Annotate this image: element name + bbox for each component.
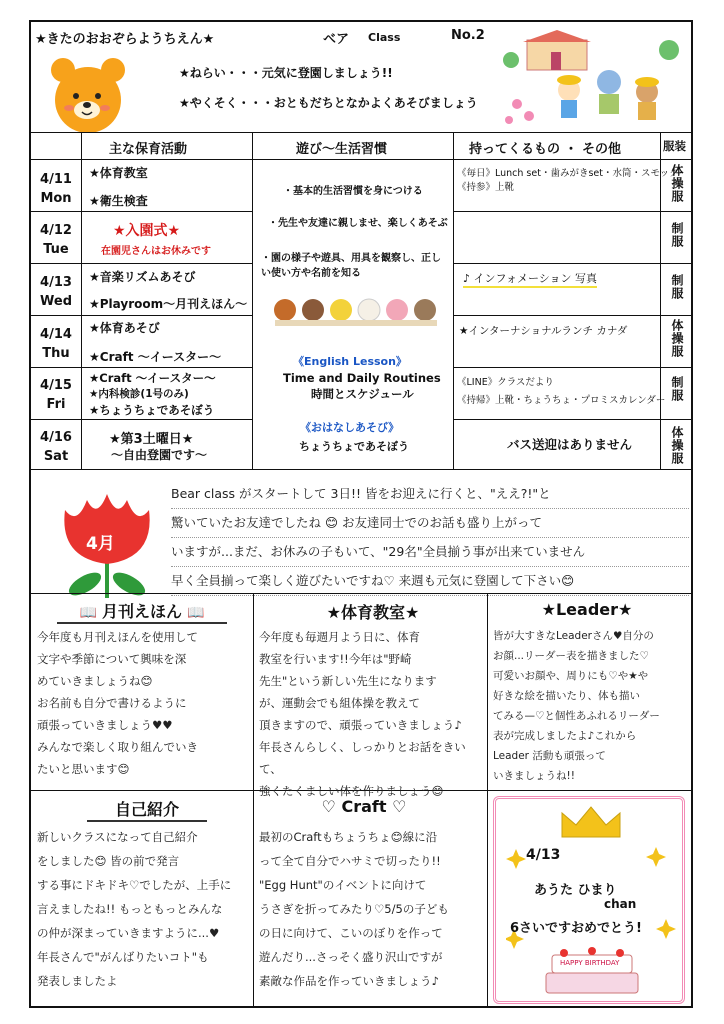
- row-sep-4b: [453, 367, 691, 368]
- header-items: 持ってくるもの ・ その他: [469, 142, 622, 157]
- section-divider-v: [253, 593, 254, 1008]
- row-clothes: 体操服: [670, 426, 684, 465]
- row-activity: ★Playroom～月刊えほん～: [89, 297, 248, 311]
- table-bottom-border: [31, 469, 691, 470]
- birthday-chan: chan: [604, 897, 637, 911]
- story-play-line: ちょうちょであそぼう: [299, 440, 409, 453]
- book-icon: 📖: [79, 605, 97, 621]
- row-clothes: 制服: [670, 274, 684, 300]
- story-play-title: 《おはなしあそび》: [300, 421, 400, 434]
- row-activity: ★Craft ～イースター～: [89, 371, 216, 385]
- craft-title: Craft: [341, 797, 387, 816]
- section-divider: [31, 593, 691, 594]
- animal-friends-illustration: [271, 294, 443, 330]
- aim-text: ★ねらい・・・元気に登園しましょう!!: [179, 66, 393, 80]
- month-badge: 4月: [86, 534, 115, 554]
- row-sep-3: [31, 315, 252, 316]
- birthday-cake-illustration: [542, 945, 642, 997]
- header-clothes: 服装: [663, 139, 686, 153]
- row-activity: ★体育あそび: [89, 321, 160, 335]
- taiiku-title: ★体育教室★: [326, 603, 420, 622]
- jiko-title: 自己紹介: [87, 797, 207, 822]
- table-top-border: [31, 132, 691, 133]
- table-header-border: [31, 159, 691, 160]
- row-activity: ★入園式★: [113, 223, 181, 239]
- row-activity: ★体育教室: [89, 166, 148, 180]
- heart-icon: ♡: [321, 797, 336, 816]
- row-sep-3b: [453, 315, 691, 316]
- class-label: Class: [368, 31, 401, 44]
- birthday-card: [493, 796, 685, 1004]
- row-activity: ★第3土曜日★: [109, 432, 194, 447]
- heart-icon: ♡: [392, 797, 407, 816]
- header-play: 遊び～生活習慣: [296, 142, 388, 157]
- row-sep-5b: [453, 419, 691, 420]
- cake-text: HAPPY BIRTHDAY: [560, 959, 620, 967]
- row-activity: ～自由登園です～: [111, 448, 208, 462]
- row-sep-1b: [453, 211, 691, 212]
- craft-text: 最初のCraftもちょうちょ😊線に沿 って全て自分でハサミで切ったり!! "Egg Hunt"のイベントに向けて うさぎを折ってみたり♡5/5の子ども の日に向けて、こいのぼりを作って 遊んだり...さっそく盛り沢山ですが 素敵な作品を作っていきましょう♪: [259, 830, 449, 988]
- class-name: ベア: [323, 32, 350, 47]
- leader-title: ★Leader★: [541, 600, 633, 619]
- row-activity: 在園児さんはお休みです: [101, 246, 211, 257]
- row-items: 《毎日》Lunch set・歯みがきset・水筒・スモック: [457, 168, 679, 179]
- row-date: 4/15 Fri: [40, 378, 72, 412]
- row-date: 4/12 Tue: [40, 223, 72, 257]
- birthday-message: 6さいですおめでとう!: [510, 921, 642, 936]
- ehon-text: 今年度も月刊えほんを使用して 文字や季節について興味を深 めていきましょうね😊 お名前も自分で書けるように 頑張っていきましょう♥♥ みんなで楽しく取り組んでいき たいと思います😊: [37, 630, 198, 776]
- play-goal: ・基本的生活習慣を身につける: [283, 186, 423, 197]
- play-goal: ・先生や友達に親しませ、楽しくあそぶ: [268, 218, 448, 229]
- section-divider-v: [487, 593, 488, 1008]
- jiko-text: 新しいクラスになって自己紹介 をしました😊 皆の前で発言 する事にドキドキ♡でしたが、上手に 言えましたね!! もっともっとみんな の仲が深まっていきますように...♥ 年長さんで"がんばりたいコト"も 発表しましたよ: [37, 830, 232, 988]
- row-activity: ★音楽リズムあそび: [89, 270, 196, 284]
- row-activity: ★衛生検査: [89, 194, 148, 208]
- intro-text: Bear class がスタートして 3日!! 皆をお迎えに行くと、"ええ?!"と 驚いていたお友達でしたね 😊 お友達同士でのお話も盛り上がって いますが...まだ、お休みの子もいて、"29名"全員揃う事が出来ていません 早く全員揃って楽しく遊びたいですね♡ 来週も元気に登園して下さい😊: [171, 480, 689, 596]
- craft-title-wrap: [289, 797, 439, 816]
- newsletter-page: [29, 20, 693, 1008]
- english-lesson-line: Time and Daily Routines: [283, 371, 441, 385]
- row-clothes: 体操服: [670, 319, 684, 358]
- row-activity: ★ちょうちょであそぼう: [89, 403, 215, 417]
- row-sep-1: [31, 211, 252, 212]
- row-sep-2b: [453, 263, 691, 264]
- play-goal: ・園の様子や遊具、用具を観察し、正しい使い方や名前を知る: [261, 253, 441, 279]
- english-lesson-title: 《English Lesson》: [293, 355, 407, 368]
- ehon-title: 月刊えほん: [101, 602, 182, 621]
- promise-text: ★やくそく・・・おともだちとなかよくあそびましょう: [179, 96, 478, 110]
- row-items: 《持帰》上靴・ちょうちょ・プロミスカレンダー: [457, 395, 666, 406]
- row-items: ♪ インフォメーション 写真: [463, 270, 597, 288]
- bear-face-illustration: [49, 52, 127, 136]
- header-activity: 主な保育活動: [109, 142, 188, 157]
- school-name: ★きたのおおぞらようちえん★: [35, 32, 215, 47]
- row-date: 4/13 Wed: [40, 275, 72, 309]
- ehon-title-wrap: [57, 599, 227, 624]
- row-items: バス送迎はありません: [507, 437, 633, 452]
- english-lesson-line: 時間とスケジュール: [311, 387, 414, 401]
- row-items: ★インターナショナルランチ カナダ: [459, 325, 628, 337]
- row-sep-5: [31, 419, 252, 420]
- row-date: 4/16 Sat: [40, 430, 72, 464]
- book-icon: 📖: [187, 605, 205, 621]
- birthday-name: あうた ひまり: [534, 883, 617, 898]
- row-items: 《LINE》クラスだより: [457, 377, 554, 388]
- row-activity: ★内科検診(1号のみ): [89, 388, 189, 400]
- row-items: 《持参》上靴: [457, 182, 515, 193]
- col-divider-activity: [252, 132, 253, 469]
- kids-school-illustration: [499, 30, 689, 134]
- row-date: 4/11 Mon: [40, 172, 72, 206]
- issue-number: No.2: [451, 28, 485, 43]
- birthday-date: 4/13: [526, 847, 561, 863]
- row-sep-2: [31, 263, 252, 264]
- row-clothes: 制服: [670, 222, 684, 248]
- row-date: 4/14 Thu: [40, 327, 72, 361]
- row-clothes: 制服: [670, 376, 684, 402]
- leader-text: 皆が大すきなLeaderさん♥自分の お顔...リーダー表を描きました♡ 可愛いお顔や、周りにも♡や★や 好きな絵を描いたり、体も描い てみる—♡と個性あふれるリーダー 表が完成しましたよ♪これから Leader 活動も頑張って いきましょうね!!: [493, 630, 660, 782]
- row-activity: ★Craft ～イースター～: [89, 350, 222, 364]
- row-sep-4: [31, 367, 252, 368]
- row-clothes: 体操服: [670, 164, 684, 203]
- taiiku-text: 今年度も毎週月よう日に、体育 教室を行います!!今年は"野崎 先生"という新しい先生になります が、運動会でも組体操を教えて 頂きますので、頑張っていきましょう♪ 年長さんらしく、しっかりとお話をきいて、 強くたくましい体を作りましょう😊: [259, 630, 466, 798]
